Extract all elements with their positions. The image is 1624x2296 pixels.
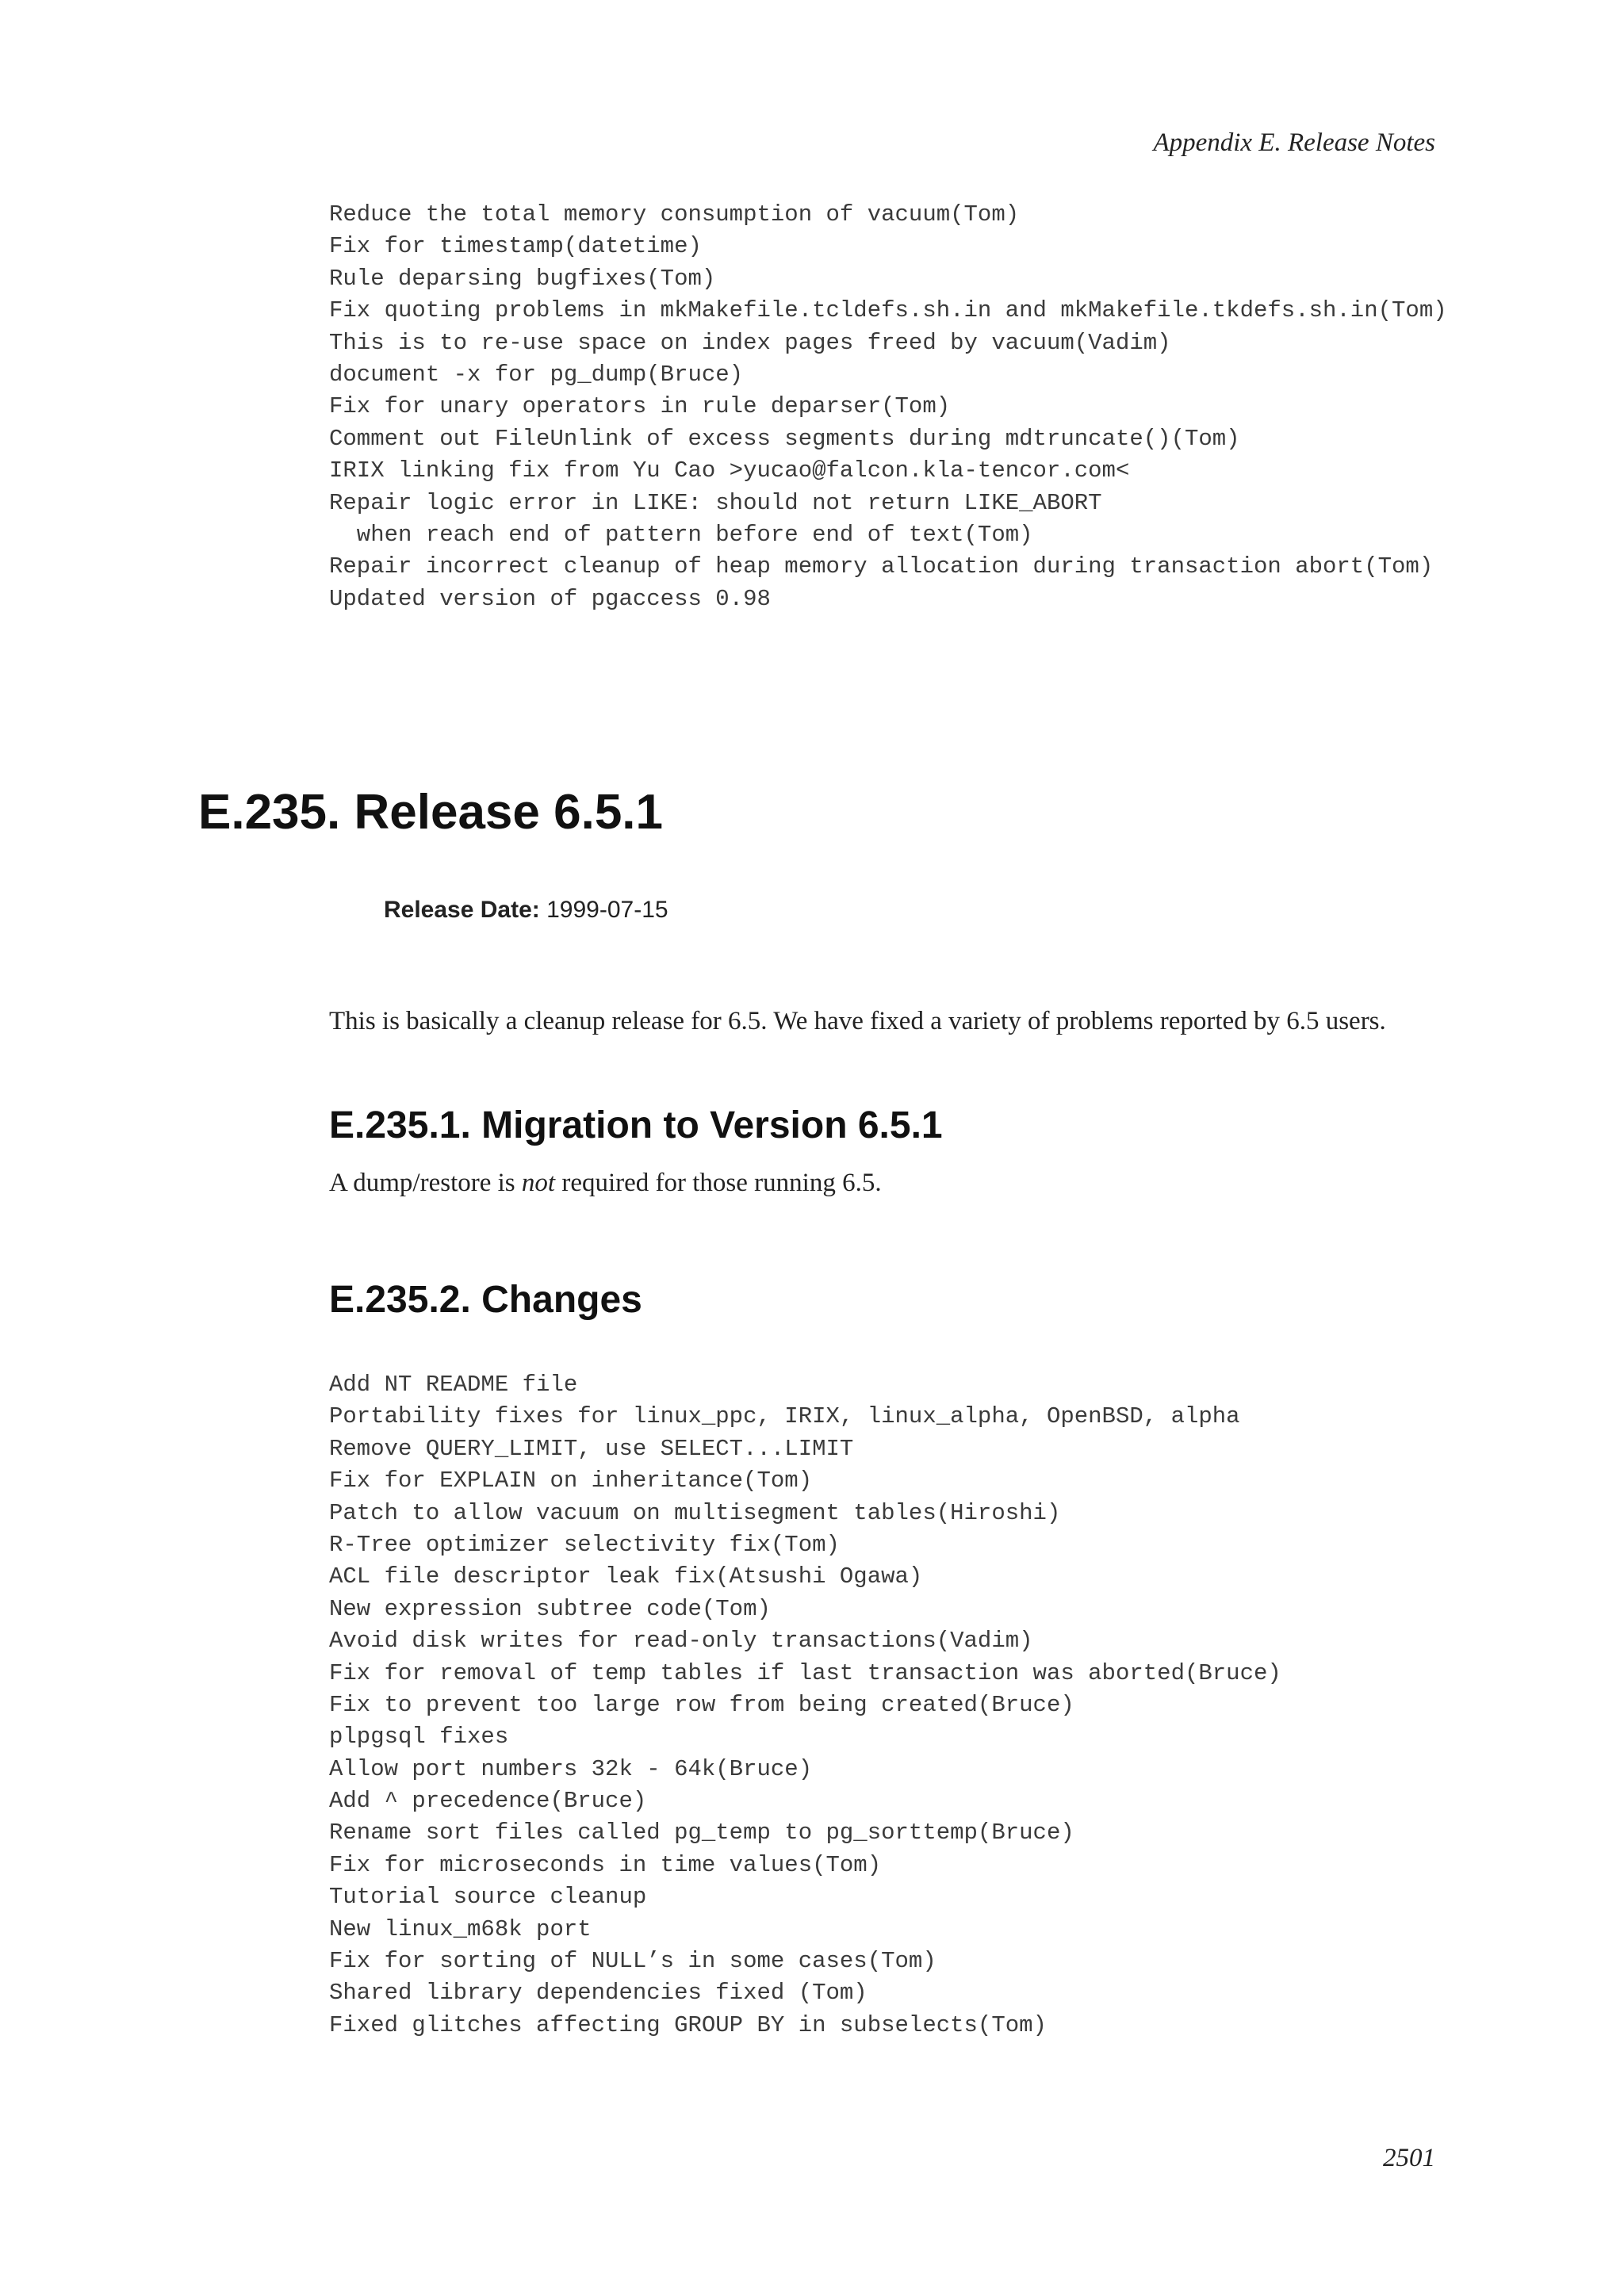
code-line: Fix to prevent too large row from being created(Bruce) [329,1691,1074,1718]
code-line: Repair logic error in LIKE: should not return LIKE_ABORT [329,489,1102,516]
section-title: E.235. Release 6.5.1 [198,785,664,840]
code-line: Fix for microseconds in time values(Tom) [329,1851,882,1878]
code-line: This is to re-use space on index pages freed by vacuum(Vadim) [329,329,1171,356]
code-line: IRIX linking fix from Yu Cao >yucao@falcon.kla-tencor.com< [329,457,1130,484]
code-line: Comment out FileUnlink of excess segments during mdtruncate()(Tom) [329,425,1240,452]
code-line: plpgsql fixes [329,1724,509,1751]
code-line: Shared library dependencies fixed (Tom) [329,1980,868,2007]
code-line: Fix for sorting of NULL’s in some cases(Tom) [329,1948,936,1975]
code-line: Fix for unary operators in rule deparser(Tom) [329,393,951,420]
code-line: Fix for EXPLAIN on inheritance(Tom) [329,1468,813,1494]
code-line: when reach end of pattern before end of text(Tom) [329,521,1033,548]
running-header: Appendix E. Release Notes [1153,128,1435,157]
code-line: Allow port numbers 32k - 64k(Bruce) [329,1755,813,1782]
code-line: Patch to allow vacuum on multisegment tables(Hiroshi) [329,1499,1061,1526]
migration-title: E.235.1. Migration to Version 6.5.1 [329,1104,943,1146]
code-line: Avoid disk writes for read-only transactions(Vadim) [329,1628,1033,1655]
code-line: document -x for pg_dump(Bruce) [329,361,744,388]
code-line: Add ^ precedence(Bruce) [329,1788,647,1815]
migration-text-before: A dump/restore is [329,1169,522,1197]
code-line: Fix for timestamp(datetime) [329,233,702,260]
page-number: 2501 [1383,2144,1435,2172]
code-line: Tutorial source cleanup [329,1884,647,1911]
release-date [384,894,668,926]
section-intro: This is basically a cleanup release for 6.5. We have fixed a variety of problems reported by 6.5 users. [329,1007,1386,1035]
changes-title: E.235.2. Changes [329,1279,642,1321]
top-changes-code-block [329,199,1447,615]
code-line: ACL file descriptor leak fix(Atsushi Ogawa) [329,1563,923,1590]
code-line: Portability fixes for linux_ppc, IRIX, linux_alpha, OpenBSD, alpha [329,1403,1240,1430]
code-line: R-Tree optimizer selectivity fix(Tom) [329,1531,840,1558]
code-line: Fix for removal of temp tables if last transaction was aborted(Bruce) [329,1659,1281,1686]
release-date-label: Release Date: [384,897,540,923]
code-line: Rename sort files called pg_temp to pg_sorttemp(Bruce) [329,1820,1074,1846]
migration-text-after: required for those running 6.5. [555,1169,882,1197]
code-line: Remove QUERY_LIMIT, use SELECT...LIMIT [329,1435,854,1462]
changes-code-block [329,1369,1281,2042]
code-line: New expression subtree code(Tom) [329,1595,771,1622]
code-line: Repair incorrect cleanup of heap memory allocation during transaction abort(Tom) [329,553,1434,580]
code-line: Fixed glitches affecting GROUP BY in subselects(Tom) [329,2011,1047,2038]
migration-text-emphasis: not [521,1169,556,1197]
migration-text [329,1165,882,1200]
code-line: Add NT README file [329,1372,578,1398]
release-date-value: 1999-07-15 [546,897,668,923]
code-line: New linux_m68k port [329,1915,592,1942]
code-line: Fix quoting problems in mkMakefile.tcldefs.sh.in and mkMakefile.tkdefs.sh.in(Tom) [329,297,1447,324]
code-line: Reduce the total memory consumption of vacuum(Tom) [329,201,1020,228]
code-line: Updated version of pgaccess 0.98 [329,585,771,612]
code-line: Rule deparsing bugfixes(Tom) [329,265,716,292]
